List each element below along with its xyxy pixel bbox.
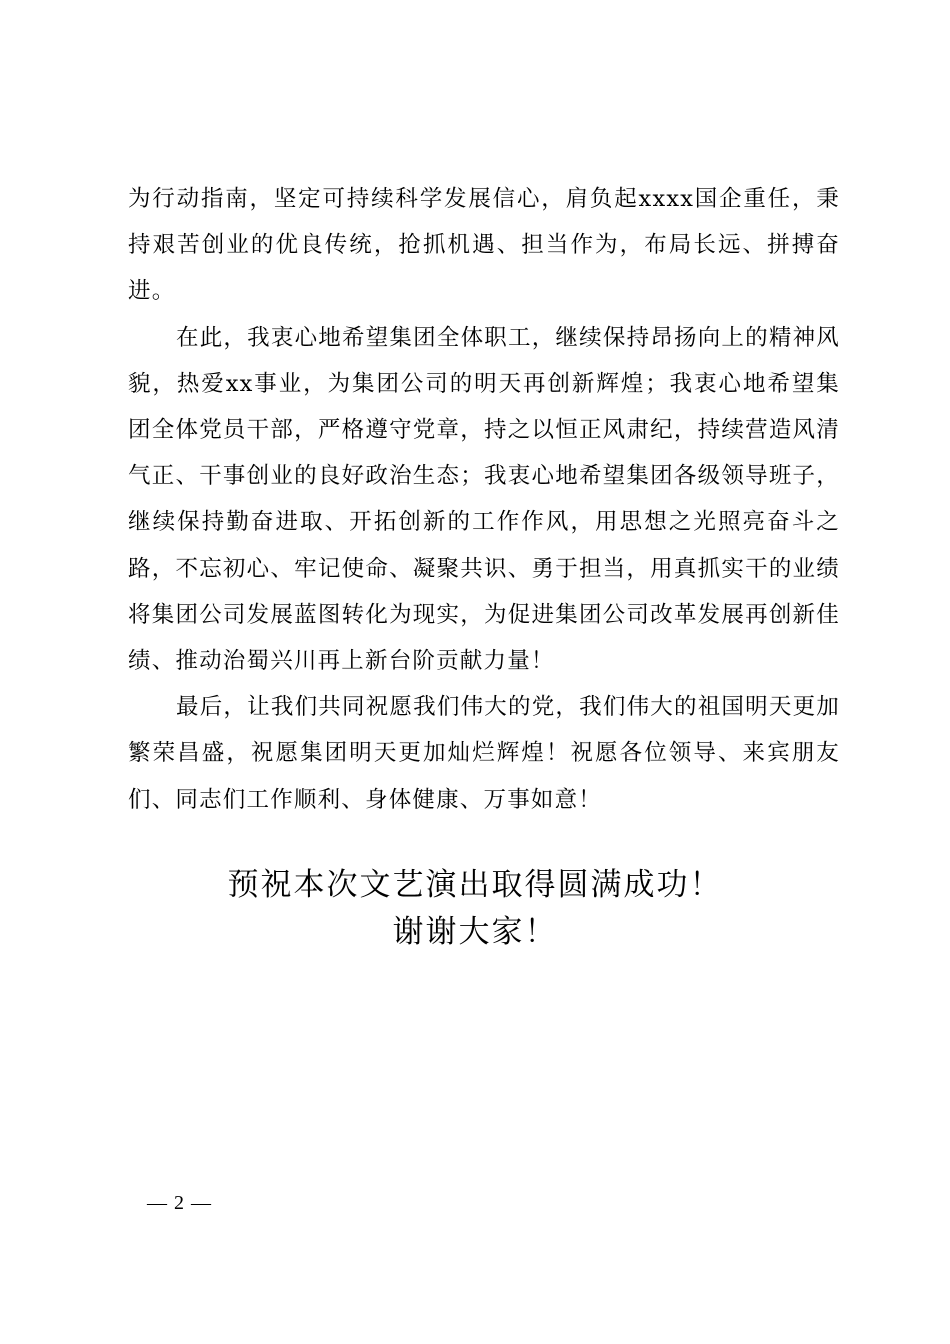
closing-wish: 预祝本次文艺演出取得圆满成功！	[227, 867, 723, 903]
paragraph-hopes: 在此，我衷心地希望集团全体职工，继续保持昂扬向上的精神风貌，热爱xx事业，为集团公司的明天再创新辉煌；我衷心地希望集团全体党员干部，严格遵守党章，持之以恒正风肃纪，持续营造风清气正、干事创业的良好政治生态；我衷心地希望集团各级领导班子，继续保持勤奋进取、开拓创新的工作作风，用思想之光照亮奋斗之路，不忘初心、牢记使命、凝聚共识、勇于担当，用真抓实干的业绩将集团公司发展蓝图转化为现实，为促进集团公司改革发展再创新佳绩、推动治蜀兴川再上新台阶贡献力量！	[128, 324, 840, 675]
closing-thanks: 谢谢大家！	[392, 914, 558, 950]
paragraph-blessings: 最后，让我们共同祝愿我们伟大的党，我们伟大的祖国明天更加繁荣昌盛，祝愿集团明天更加灿烂辉煌！祝愿各位领导、来宾朋友们、同志们工作顺利、身体健康、万事如意！	[128, 694, 840, 813]
document-body	[128, 176, 840, 823]
paragraph-continuation: 为行动指南，坚定可持续科学发展信心，肩负起xxxx国企重任，秉持艰苦创业的优良传统，抢抓机遇、担当作为，布局长远、拼搏奋进。	[128, 186, 840, 305]
page-number: — 2 —	[147, 1192, 212, 1214]
